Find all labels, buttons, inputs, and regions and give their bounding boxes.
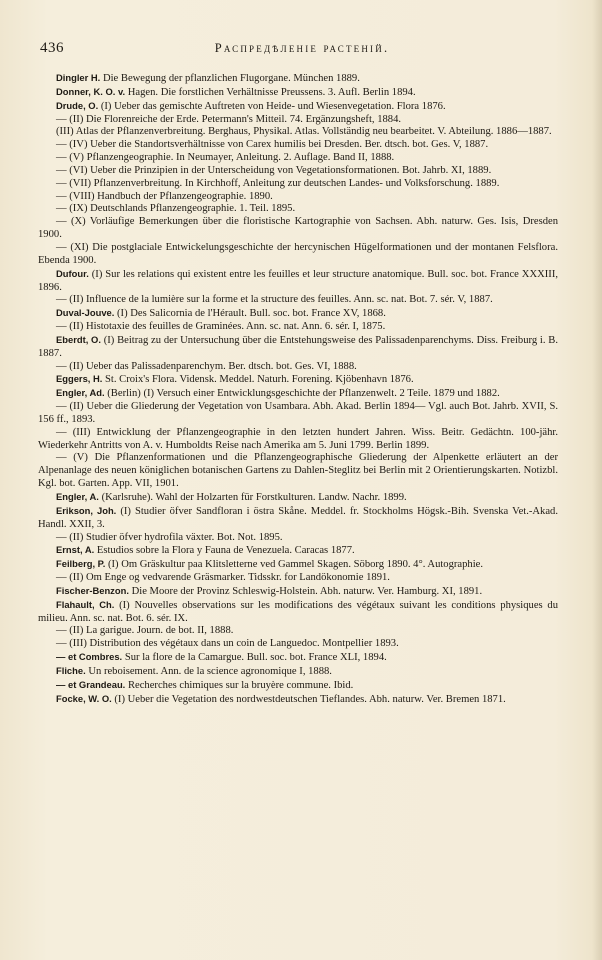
bibliography-entry	[38, 334, 558, 361]
bibliography-entry	[38, 452, 558, 491]
entry-text: — (X) Vorläufige Bemerkungen über die floristische Kartographie von Sachsen. Abh. naturw. Ges. Isis, Dresden 1900.	[38, 216, 558, 241]
bibliography-entry	[38, 242, 558, 268]
entry-author: Flahault, Ch.	[56, 598, 115, 610]
entry-author: Focke, W. O.	[56, 692, 112, 704]
bibliography-entry	[38, 558, 558, 572]
bibliography-entry	[38, 491, 558, 505]
bibliography-entry	[38, 178, 558, 191]
bibliography-entry	[38, 72, 558, 86]
bibliography-entry	[38, 139, 558, 152]
entry-text: Recherches chimiques sur la bruyère commune. Ibid.	[127, 679, 354, 691]
entry-author: Eberdt, O.	[56, 333, 101, 345]
bibliography-entry	[38, 152, 558, 165]
entry-text: (I) Ueber die Vegetation des nordwestdeutschen Tieflandes. Abh. naturw. Ver. Bremen 1871.	[114, 693, 506, 705]
entry-text: — (III) Distribution des végétaux dans un coin de Languedoc. Montpellier 1893.	[56, 638, 399, 650]
entry-author: Donner, K. O. v.	[56, 85, 126, 97]
entry-text: Hagen. Die forstlichen Verhältnisse Preussens. 3. Aufl. Berlin 1894.	[127, 86, 416, 98]
bibliography-entry	[38, 665, 558, 679]
bibliography-entry	[38, 427, 558, 453]
entry-text: (I) Ueber das gemischte Auftreten von Heide- und Wiesenvegetation. Flora 1876.	[100, 100, 446, 112]
bibliography-entry	[38, 599, 558, 626]
bibliography-entry	[38, 572, 558, 585]
bibliography-entry	[38, 321, 558, 334]
entry-text: — (V) Die Pflanzenformationen und die Pflanzengeographische Gliederung der Alpenkette erläutert an der Alpenanlage des neuen königlichen botanischen Gartens zu Dahlen-Steglitz bei Berlin mit 2 Orientierungskarten. Notizbl. Kgl. bot. Garten. App. VII, 1901.	[38, 452, 558, 490]
bibliography-entry	[38, 203, 558, 216]
page-header	[40, 40, 564, 60]
bibliography-entry	[38, 191, 558, 204]
entry-author: Dingler H.	[56, 72, 101, 83]
entry-text: (III) Atlas der Pflanzenverbreitung. Berghaus, Physikal. Atlas. Vollständig neu bearbeitet. V. Abteilung. 1886—1887.	[56, 126, 552, 138]
entry-text: (I) Beitrag zu der Untersuchung über die Entstehungsweise des Palissadenparenchyms. Diss. Freiburg i. B. 1887.	[38, 334, 558, 359]
bibliography-entry	[38, 216, 558, 242]
entry-author: Duval-Jouve.	[56, 307, 115, 319]
entry-text: — (II) Ueber das Palissadenparenchym. Ber. dtsch. bot. Ges. VI, 1888.	[56, 360, 357, 372]
entry-text: — (III) Entwicklung der Pflanzengeographie in den letzten hundert Jahren. Wiss. Beitr. Gedächtn. 100-jähr. Wiederkehr Antritts von A. v. Humboldts Reise nach Amerika am 5. Juni 1799. Berlin 1899.	[38, 426, 558, 451]
entry-author: Ernst, A.	[56, 544, 95, 556]
bibliography-entry	[38, 625, 558, 638]
entry-text: — (VI) Ueber die Prinzipien in der Unterscheidung von Vegetationsformationen. Bot. Jahrb. XI, 1889.	[56, 164, 492, 176]
entry-text: (Berlin) (I) Versuch einer Entwicklungsgeschichte der Pflanzenwelt. 2 Teile. 1879 und 1882.	[107, 388, 500, 400]
entry-text: — (II) Histotaxie des feuilles de Graminées. Ann. sc. nat. Ann. 6. sér. I, 1875.	[56, 321, 386, 333]
entry-text: Estudios sobre la Flora y Fauna de Venezuela. Caracas 1877.	[96, 545, 355, 557]
entry-text: (I) Des Salicornia de l'Hérault. Bull. soc. bot. France XV, 1868.	[117, 308, 386, 320]
bibliography-entry	[38, 585, 558, 599]
bibliography-entry	[38, 387, 558, 401]
bibliography-entry	[38, 679, 558, 693]
entry-author: Fliche.	[56, 664, 86, 676]
entry-author: Drude, O.	[56, 99, 99, 111]
entry-text: Die Bewegung der pflanzlichen Flugorgane. München 1889.	[102, 73, 360, 84]
entry-text: Die Moore der Provinz Schleswig-Holstein. Abh. naturw. Ver. Hamburg. XI, 1891.	[131, 585, 483, 597]
bibliography-entry	[38, 651, 558, 665]
bibliography-entry	[38, 307, 558, 321]
entry-author: Erikson, Joh.	[56, 504, 117, 516]
bibliography-entry	[38, 373, 558, 387]
entry-text: — (II) Studier öfver hydrofila växter. Bot. Not. 1895.	[56, 531, 283, 543]
bibliography-entry	[38, 294, 558, 307]
entry-text: (I) Sur les relations qui existent entre les feuilles et leur structure anatomique. Bull. soc. bot. France XXXIII, 1896.	[38, 268, 558, 293]
entry-text: (I) Studier öfver Sandfloran i östra Skåne. Meddel. fr. Stockholms Högsk.-Bih. Svenska Vet.-Akad. Handl. XXII, 3.	[38, 505, 559, 530]
bibliography-entry	[38, 505, 558, 532]
bibliography-entry	[38, 268, 558, 295]
bibliography-list	[38, 72, 558, 707]
entry-text: — (VIII) Handbuch der Pflanzengeographie. 1890.	[56, 190, 273, 202]
entry-author: Engler, Ad.	[56, 387, 105, 399]
entry-text: (Karlsruhe). Wahl der Holzarten für Forstkulturen. Landw. Nachr. 1899.	[101, 492, 407, 503]
running-title: Распредѣленіе растеній.	[214, 41, 390, 55]
entry-text: — (XI) Die postglaciale Entwickelungsgeschichte der hercynischen Hügelformationen und der montanen Felsflora. Ebenda 1900.	[38, 241, 558, 266]
bibliography-entry	[38, 693, 558, 707]
entry-author: Engler, A.	[56, 491, 99, 502]
bibliography-entry	[38, 114, 558, 127]
entry-text: — (II) La garigue. Journ. de bot. II, 1888.	[56, 625, 234, 637]
entry-text: (I) Nouvelles observations sur les modifications des végétaux suivant les conditions physiques du milieu. Ann. sc. nat. Bot. 6. sér. IX.	[38, 599, 558, 624]
entry-author: Dufour.	[56, 267, 89, 279]
bibliography-entry	[38, 638, 558, 651]
entry-text: St. Croix's Flora. Vidensk. Meddel. Naturh. Forening. Kjöbenhavn 1876.	[105, 374, 414, 386]
entry-text: Un reboisement. Ann. de la science agronomique I, 1888.	[88, 665, 332, 677]
entry-text: — (II) Die Florenreiche der Erde. Petermann's Mitteil. 74. Ergänzungsheft, 1884.	[56, 113, 402, 125]
bibliography-entry	[38, 401, 558, 427]
entry-author: Feilberg, P.	[56, 558, 106, 570]
entry-text: Sur la flore de la Camargue. Bull. soc. bot. France XLI, 1894.	[124, 652, 387, 664]
entry-text: — (II) Om Enge og vedvarende Gräsmarker. Tidsskr. for Landökonomie 1891.	[56, 572, 390, 584]
bibliography-entry	[38, 126, 558, 139]
entry-author: — et Combres.	[56, 651, 123, 663]
entry-text: — (IX) Deutschlands Pflanzengeographie. 1. Teil. 1895.	[56, 203, 296, 215]
entry-text: (I) Om Gräskultur paa Klitsletterne ved Gammel Skagen. Söborg 1890. 4°. Autographie.	[107, 559, 484, 571]
entry-text: — (IV) Ueber die Standortsverhältnisse von Carex humilis bei Dresden. Ber. dtsch. bot. Ges. V, 1887.	[56, 139, 489, 151]
entry-text: — (VII) Pflanzenverbreitung. In Kirchhoff, Anleitung zur deutschen Landes- und Volksforschung. 1889.	[56, 177, 500, 189]
entry-author: — et Grandeau.	[56, 678, 126, 690]
entry-text: — (II) Ueber die Gliederung der Vegetation von Usambara. Abh. Akad. Berlin 1894— Vgl. auch Bot. Jahrb. XVII, S. 156 ff., 1893.	[38, 401, 558, 425]
bibliography-entry	[38, 544, 558, 558]
page-edge-shadow	[592, 0, 602, 960]
entry-text: — (V) Pflanzengeographie. In Neumayer, Anleitung. 2. Auflage. Band II, 1888.	[56, 152, 395, 164]
bibliography-entry	[38, 361, 558, 374]
entry-author: Eggers, H.	[56, 373, 103, 385]
entry-author: Fischer-Benzon.	[56, 584, 129, 596]
entry-text: — (II) Influence de la lumière sur la forme et la structure des feuilles. Ann. sc. nat. Bot. 7. sér. V, 1887.	[56, 294, 493, 306]
bibliography-entry	[38, 100, 558, 114]
bibliography-entry	[38, 532, 558, 545]
bibliography-entry	[38, 86, 558, 100]
page-number: 436	[40, 40, 64, 56]
bibliography-entry	[38, 165, 558, 178]
